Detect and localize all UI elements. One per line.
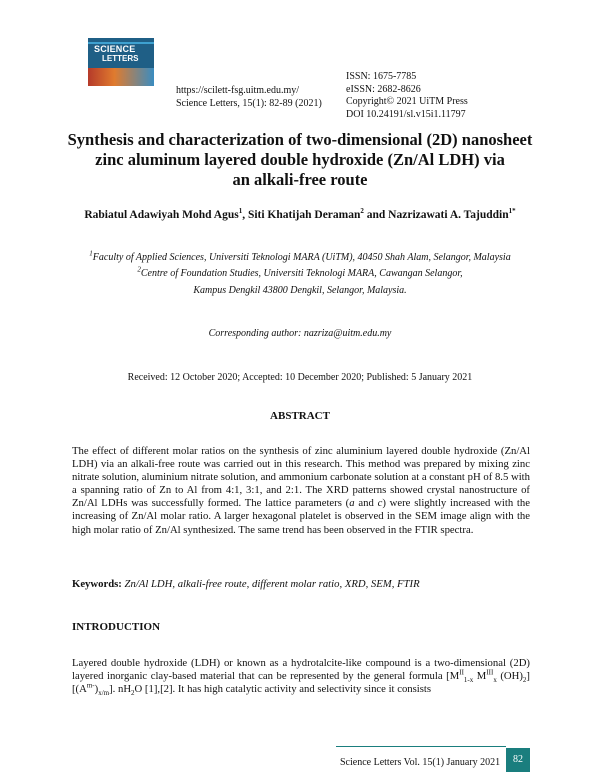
header-right [346, 71, 468, 121]
author-1: Rabiatul Adawiyah Mohd Agus [84, 209, 239, 221]
logo-text-line1: SCIENCE [94, 44, 136, 54]
title-line1: Synthesis and characterization of two-dimensional (2D) nanosheet [67, 130, 533, 149]
affiliation-2-text: Centre of Foundation Studies, Universiti Teknologi MARA, Cawangan Selangor, [140, 268, 463, 279]
doi[interactable]: DOI 10.24191/sl.v15i1.11797 [346, 108, 466, 120]
title-line3: an alkali-free route [232, 170, 368, 189]
footer-journal: Science Letters Vol. 15(1) January 2021 [340, 757, 501, 768]
intro-sub-2: 2 [522, 676, 527, 685]
corresponding-email[interactable]: : nazriza@uitm.edu.my [298, 328, 392, 339]
footer-divider [336, 746, 506, 747]
keywords-label: Keywords: [72, 578, 122, 590]
abstract-part1: The effect of different molar ratios on the synthesis of zinc aluminium layered double hydroxide (Zn/Al LDH) via an alkali-free route was carried out in this research. This method was prepared by mixing zinc nitrate solution, aluminium nitrate solution, and ammonium carbonate solution at a constant pH of 8.5 with a spanning ratio of Zn to Al from 4:1, 3:1, and 2:1. The XRD patterns showed crystal nanostructure of Zn/Al LDHs was successfully formed. The lattice parameters ( [72, 445, 530, 510]
affiliation-2-sup: 2 [137, 265, 141, 274]
page-number: 82 [506, 748, 530, 772]
abstract-param-a: a [349, 497, 355, 510]
abstract-text [72, 445, 530, 537]
intro-part7: O [1],[2]. It has high catalytic activity and selectivity since it consists [134, 683, 432, 696]
keywords-list: Zn/Al LDH, alkali-free route, different molar ratio, XRD, SEM, FTIR [121, 578, 420, 590]
authors [40, 209, 560, 221]
abstract-param-c: c [377, 497, 383, 510]
title-line2: zinc aluminum layered double hydroxide (Zn/Al LDH) via [95, 150, 505, 169]
affiliation-2b [40, 283, 560, 299]
journal-citation: Science Letters, 15(1): 82-89 (2021) [176, 98, 322, 109]
intro-part2: M [473, 670, 487, 683]
intro-sup-ii: II [459, 668, 464, 677]
affiliation-2b-text: Kampus Dengkil 43800 Dengkil, Selangor, Malaysia. [193, 285, 407, 296]
abstract-and: and [354, 497, 378, 510]
intro-sup-iii: III [486, 668, 494, 677]
abstract-heading: ABSTRACT [270, 410, 330, 422]
intro-part1: Layered double hydroxide (LDH) or known as a hydrotalcite-like compound is a two-dimensional (2D) layered inorganic clay-based material that can be represented by the general formula [M [72, 657, 530, 683]
intro-sub-1x: 1-x [463, 676, 474, 685]
intro-sub-x: x [493, 676, 497, 685]
intro-sub-2b: 2 [131, 689, 135, 698]
logo-text-line2: LETTERS [102, 54, 139, 63]
keywords [72, 578, 532, 590]
affiliation-1-text: Faculty of Applied Sciences, Universiti Teknologi MARA (UiTM), 40450 Shah Alam, Selangor, Malaysia [92, 252, 511, 263]
author-2-sup: 2 [360, 207, 364, 216]
paper-title [60, 130, 540, 190]
header-left [176, 84, 322, 110]
issn: ISSN: 1675-7785 [346, 71, 417, 82]
intro-sub-xm: x/m [98, 689, 110, 698]
intro-part3: (OH) [496, 670, 523, 683]
author-3: and Nazrizawati A. Tajuddin [363, 209, 509, 221]
affiliation-1-sup: 1 [89, 249, 93, 258]
affiliation-1 [40, 250, 560, 266]
intro-part6: ]. nH [109, 683, 132, 696]
logo-band [88, 68, 154, 86]
journal-url[interactable]: https://scilett-fsg.uitm.edu.my/ [176, 85, 300, 96]
introduction-text [72, 657, 530, 696]
introduction-heading: INTRODUCTION [72, 621, 161, 633]
copyright: Copyright© 2021 UiTM Press [346, 96, 468, 107]
abstract-part2: ) were slightly increased with the increasing of Zn/Al molar ratio. A larger hexagonal platelet is observed in the SEM image align with the high molar ratio of Zn/Al synthesized. The same trend has been observed in the FTIR spectra. [72, 497, 530, 536]
intro-part4: ] [(A [72, 670, 530, 696]
journal-logo [88, 38, 154, 86]
author-3-sup: 1* [508, 207, 516, 216]
intro-sup-m: m- [86, 681, 95, 690]
intro-part5: ) [94, 683, 99, 696]
publication-dates: Received: 12 October 2020; Accepted: 10 December 2020; Published: 5 January 2021 [127, 372, 473, 383]
author-2: , Siti Khatijah Deraman [242, 209, 361, 221]
author-1-sup: 1 [238, 207, 243, 216]
affiliation-2 [40, 266, 560, 282]
corresponding-author [40, 328, 560, 339]
corresponding-label: Corresponding author [208, 328, 298, 339]
eissn: eISSN: 2682-8626 [346, 83, 421, 95]
